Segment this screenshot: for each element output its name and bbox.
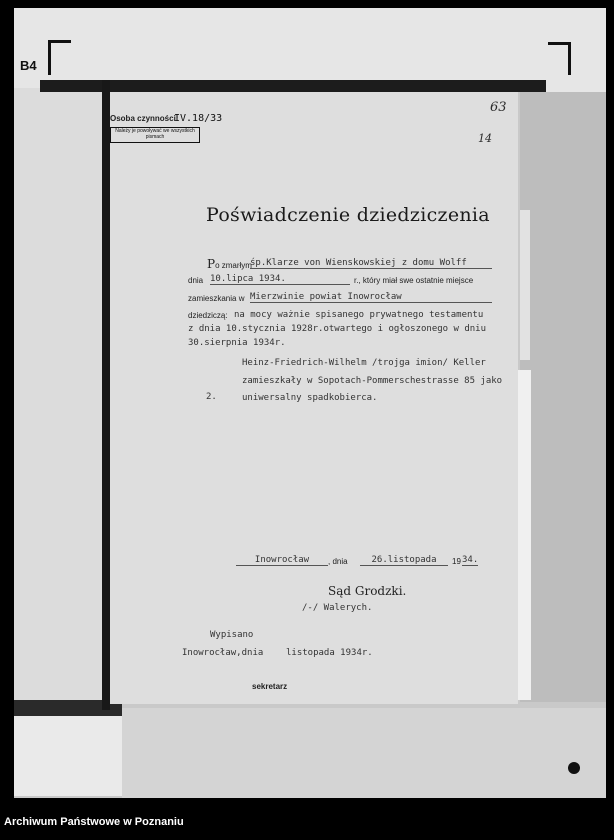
page-number-top: 63 (490, 100, 507, 115)
body-line-2: z dnia 10.stycznia 1928r.otwartego i ogłoszonego w dniu (188, 324, 487, 334)
deceased-prefix: Po zmarłym (207, 257, 252, 271)
left-sheet-edge (14, 88, 104, 708)
right-paper-strip-top (520, 210, 530, 360)
archive-credit: Archiwum Państwowe w Poznaniu (4, 816, 184, 828)
right-paper-strip (516, 370, 531, 700)
date-suffix: r., który miał swe ostatnie miejsce (354, 276, 474, 285)
signature: /-/ Walerych. (302, 603, 373, 613)
body-line-5: zamieszkały w Sopotach-Pommerschestrasse 85 jako (242, 376, 503, 386)
item-number: 2. (206, 392, 217, 402)
residence-prefix: zamieszkania w (188, 294, 245, 303)
date-prefix: dnia (188, 276, 204, 285)
year-prefix: 19 (452, 557, 461, 566)
page-number-second: 14 (478, 132, 492, 145)
stamp-label: Osoba czynności: (110, 114, 179, 123)
bottom-backing (122, 708, 606, 798)
secretary-label: sekretarz (252, 682, 288, 691)
left-dark-binding (102, 80, 110, 710)
issued-place: Inowrocław,dnia (182, 648, 264, 658)
scan-code: B4 (20, 58, 37, 73)
place-date: 26.listopada (360, 555, 448, 566)
stamp-value: IV.18/33 (174, 113, 223, 124)
corner-bracket-right (548, 42, 571, 75)
heir-label: dziedziczą: (188, 311, 228, 320)
body-line-6: uniwersalny spadkobierca. (242, 393, 378, 403)
place: Inowrocław (236, 555, 328, 566)
right-backing (520, 92, 606, 702)
document-title: Poświadczenie dziedziczenia (206, 204, 490, 226)
deceased-name: śp.Klarze von Wienskowskiej z domu Wolff (250, 258, 492, 269)
issued-date: listopada 1934r. (286, 648, 373, 658)
body-line-3: 30.sierpnia 1934r. (188, 338, 286, 348)
place-date-prefix: , dnia (328, 557, 348, 566)
body-line-4: Heinz-Friedrich-Wilhelm /trojga imion/ Keller (242, 358, 486, 368)
corner-bracket-left (48, 40, 71, 75)
stamp-box: Należy je powoływać we wszystkich pismach (110, 127, 200, 143)
left-bottom-sheet (14, 716, 122, 796)
body-line-1: na mocy ważnie spisanego prywatnego testamentu (234, 310, 484, 320)
death-date: 10.lipca 1934. (210, 274, 350, 285)
residence-value: Mierzwinie powiat Inowrocław (250, 292, 492, 303)
certificate-document (110, 92, 518, 704)
ink-spot (568, 762, 580, 774)
issued-label: Wypisano (210, 630, 254, 640)
top-dark-bar (40, 80, 546, 92)
deceased-prefix-rest: o zmarłym (215, 261, 252, 270)
year-value: 34. (462, 555, 479, 565)
court-name: Sąd Grodzki. (328, 584, 407, 598)
